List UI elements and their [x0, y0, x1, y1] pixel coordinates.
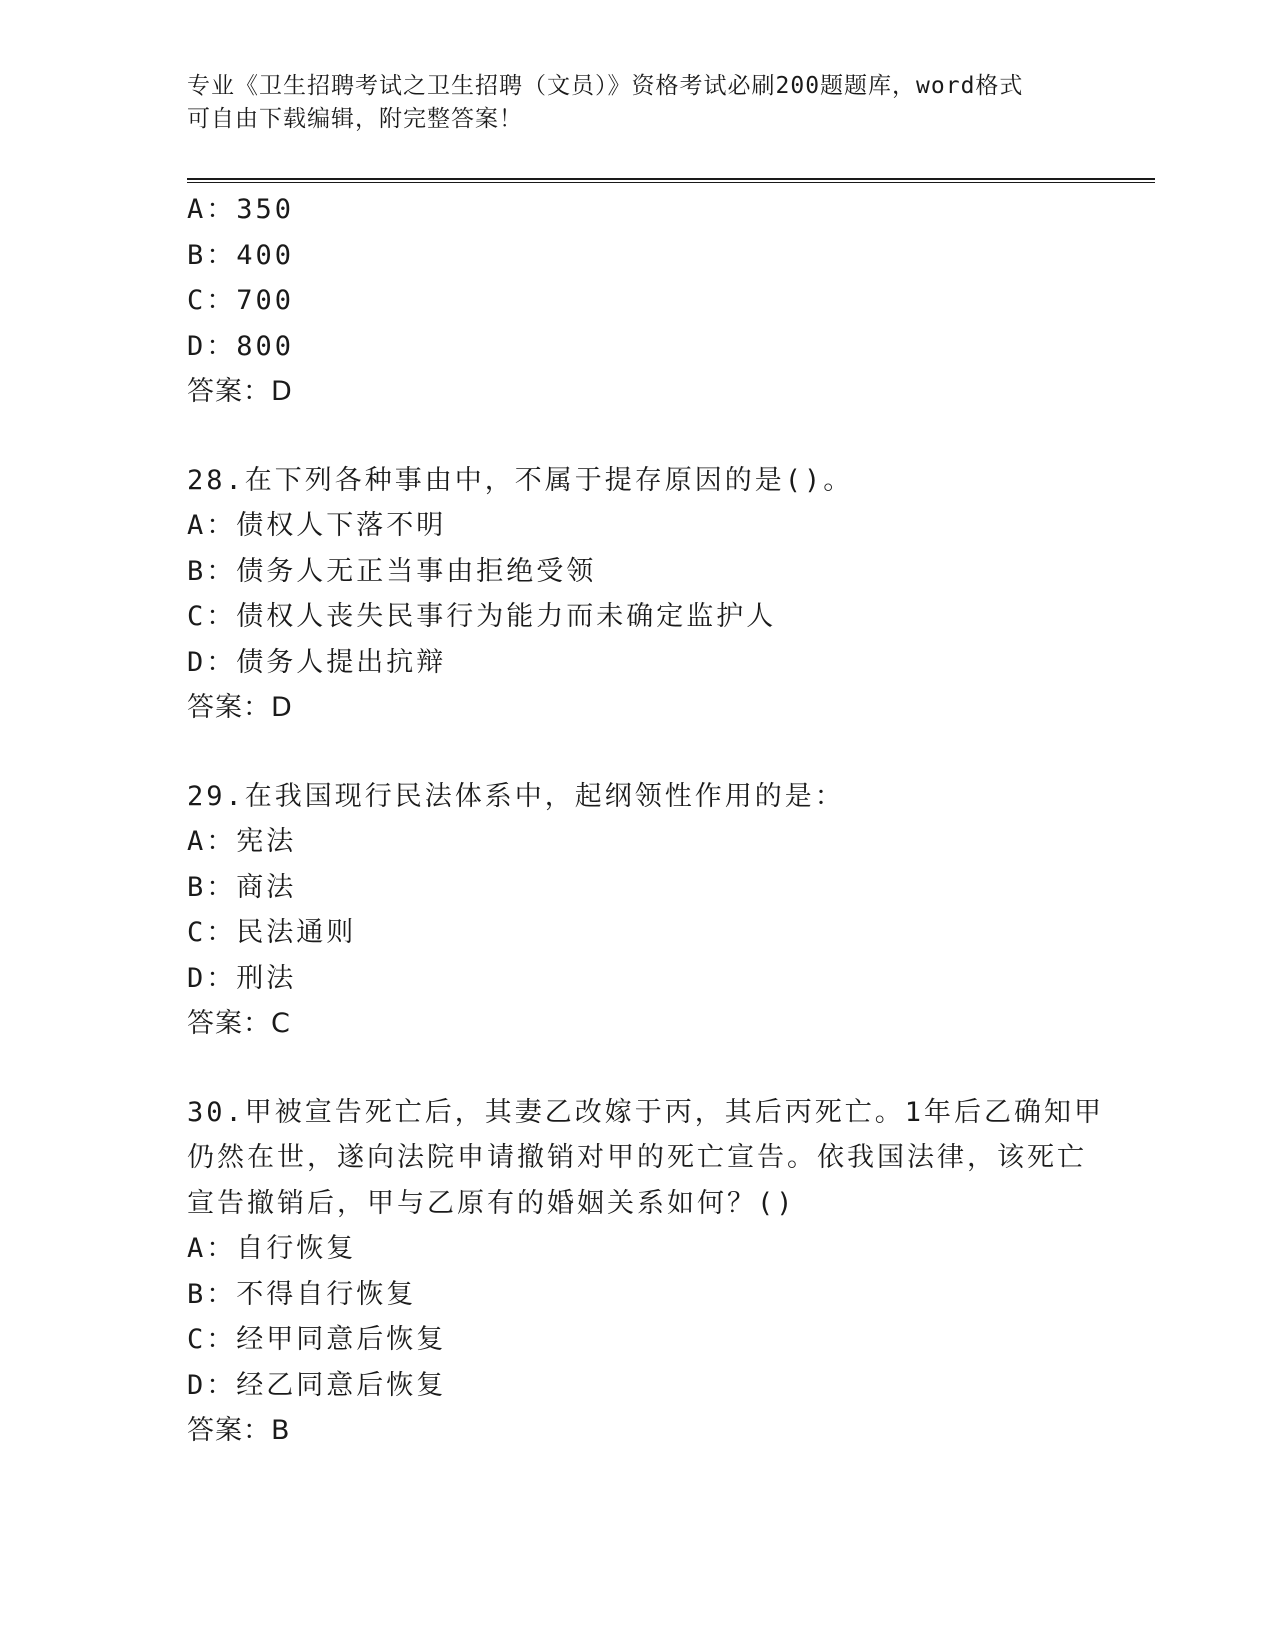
option-c: C：700 [187, 285, 295, 316]
header-line-2: 可自由下载编辑，附完整答案！ [187, 106, 523, 132]
option-a: A：自行恢复 [187, 1233, 357, 1264]
question-30 [187, 1090, 1105, 1454]
option-a: A：宪法 [187, 826, 297, 857]
option-b: B：商法 [187, 871, 297, 903]
option-b: B：债务人无正当事由拒绝受领 [187, 555, 597, 587]
question-text: 29.在我国现行民法体系中，起纲领性作用的是： [187, 780, 845, 812]
question-text-line-3: 宣告撤销后，甲与乙原有的婚姻关系如何？() [187, 1187, 796, 1219]
document-header [187, 70, 1067, 136]
question-text-line-2: 仍然在世，遂向法院申请撤销对甲的死亡宣告。依我国法律，该死亡 [187, 1142, 1087, 1173]
question-content [187, 187, 1105, 1454]
option-d: D：800 [187, 330, 295, 362]
previous-question-tail [187, 187, 1087, 415]
option-c: C：债权人丧失民事行为能力而未确定监护人 [187, 601, 777, 632]
answer-line: 答案：C [187, 1008, 291, 1039]
question-text: 28.在下列各种事由中，不属于提存原因的是()。 [187, 464, 854, 496]
header-line-1: 专业《卫生招聘考试之卫生招聘（文员）》资格考试必刷200题题库，word格式 [187, 73, 1024, 99]
option-b: B：不得自行恢复 [187, 1278, 417, 1310]
option-a: A：债权人下落不明 [187, 510, 447, 541]
option-d: D：债务人提出抗辩 [187, 646, 447, 678]
option-c: C：民法通则 [187, 917, 357, 948]
option-d: D：经乙同意后恢复 [187, 1369, 447, 1401]
question-text-line-1: 30.甲被宣告死亡后，其妻乙改嫁于丙，其后丙死亡。1年后乙确知甲 [187, 1096, 1105, 1128]
option-d: D：刑法 [187, 962, 297, 994]
answer-line: 答案：D [187, 376, 293, 407]
option-b: B：400 [187, 239, 295, 271]
option-a: A：350 [187, 194, 295, 225]
question-28 [187, 458, 1087, 731]
question-29 [187, 774, 1087, 1047]
answer-line: 答案：D [187, 692, 293, 723]
option-c: C：经甲同意后恢复 [187, 1324, 447, 1355]
header-divider [187, 178, 1155, 183]
answer-line: 答案：B [187, 1415, 291, 1446]
